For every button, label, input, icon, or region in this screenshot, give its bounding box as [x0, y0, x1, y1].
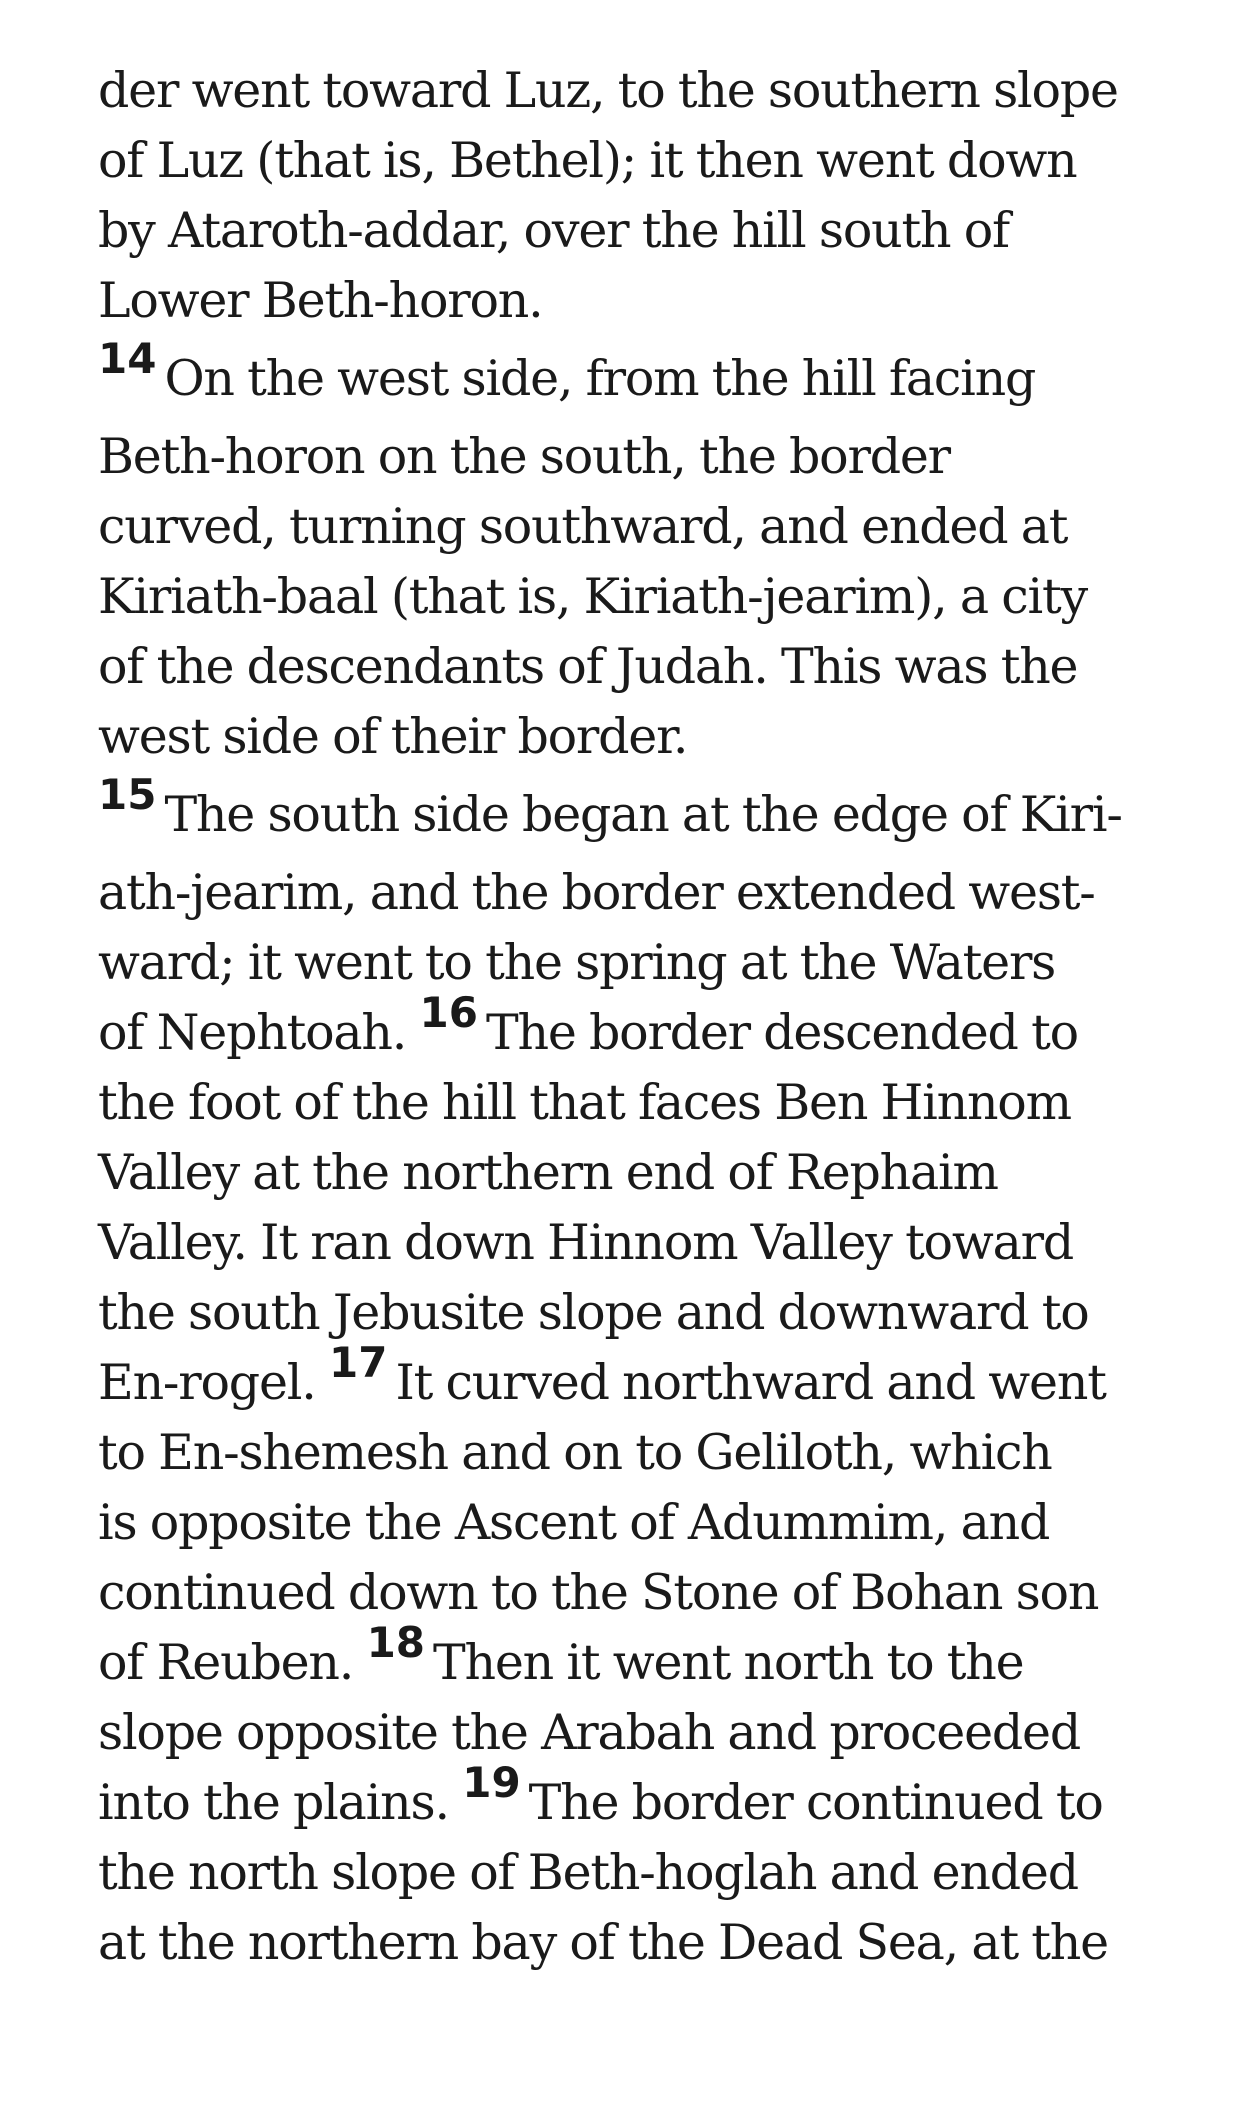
verse-number: 19	[462, 1758, 521, 1807]
text-line: Kiriath-baal (that is, Kiriath-jearim), a city	[98, 568, 1087, 625]
verse-number: 15	[98, 770, 157, 819]
text-line: slope opposite the Arabah and proceeded	[98, 1704, 1081, 1761]
verse-number: 16	[419, 988, 478, 1037]
text-line: der went toward Luz, to the southern slope	[98, 62, 1118, 119]
text-line: at the northern bay of the Dead Sea, at the	[98, 1914, 1108, 1971]
verse-number: 17	[329, 1338, 388, 1387]
text-line: continued down to the Stone of Bohan son	[98, 1564, 1099, 1621]
text-line: the north slope of Beth-hoglah and ended	[98, 1844, 1078, 1901]
text-line: the south Jebusite slope and downward to	[98, 1284, 1089, 1341]
verse-text: into the plains.	[98, 1774, 449, 1831]
text-line	[98, 1758, 1178, 1838]
verse-text: On the west side, from the hill facing	[164, 350, 1036, 407]
text-line: of Luz (that is, Bethel); it then went down	[98, 132, 1077, 189]
verse-text: The border continued to	[528, 1774, 1103, 1831]
text-line: west side of their border.	[98, 708, 688, 765]
text-line: ath-jearim, and the border extended west-	[98, 864, 1095, 921]
text-line: ward; it went to the spring at the Waters	[98, 934, 1056, 991]
text-line	[98, 1338, 1178, 1418]
text-line: is opposite the Ascent of Adummim, and	[98, 1494, 1050, 1551]
verse-number: 14	[98, 334, 157, 383]
verse-line	[98, 772, 1178, 858]
verse-line	[98, 336, 1178, 422]
text-line	[98, 988, 1178, 1068]
text-line: Valley at the northern end of Rephaim	[98, 1144, 998, 1201]
text-line: of the descendants of Judah. This was the	[98, 638, 1078, 695]
verse-text: It curved northward and went	[395, 1354, 1106, 1411]
text-line: Beth-horon on the south, the border	[98, 428, 950, 485]
text-line: by Ataroth-addar, over the hill south of	[98, 202, 1009, 259]
verse-number: 18	[366, 1618, 426, 1667]
text-line: the foot of the hill that faces Ben Hinnom	[98, 1074, 1071, 1131]
text-line: Valley. It ran down Hinnom Valley toward	[98, 1214, 1074, 1271]
text-line: to En-shemesh and on to Geliloth, which	[98, 1424, 1052, 1481]
verse-text: of Nephtoah.	[98, 1004, 407, 1061]
text-line: Lower Beth-horon.	[98, 272, 543, 329]
scripture-text	[98, 56, 1178, 1978]
verse-text: of Reuben.	[98, 1634, 354, 1691]
text-line	[98, 1618, 1178, 1698]
text-line: curved, turning southward, and ended at	[98, 498, 1068, 555]
verse-text: Then it went north to the	[433, 1634, 1024, 1691]
verse-text: En-rogel.	[98, 1354, 316, 1411]
verse-text: The border descended to	[486, 1004, 1078, 1061]
verse-text: The south side began at the edge of Kiri-	[164, 786, 1122, 843]
